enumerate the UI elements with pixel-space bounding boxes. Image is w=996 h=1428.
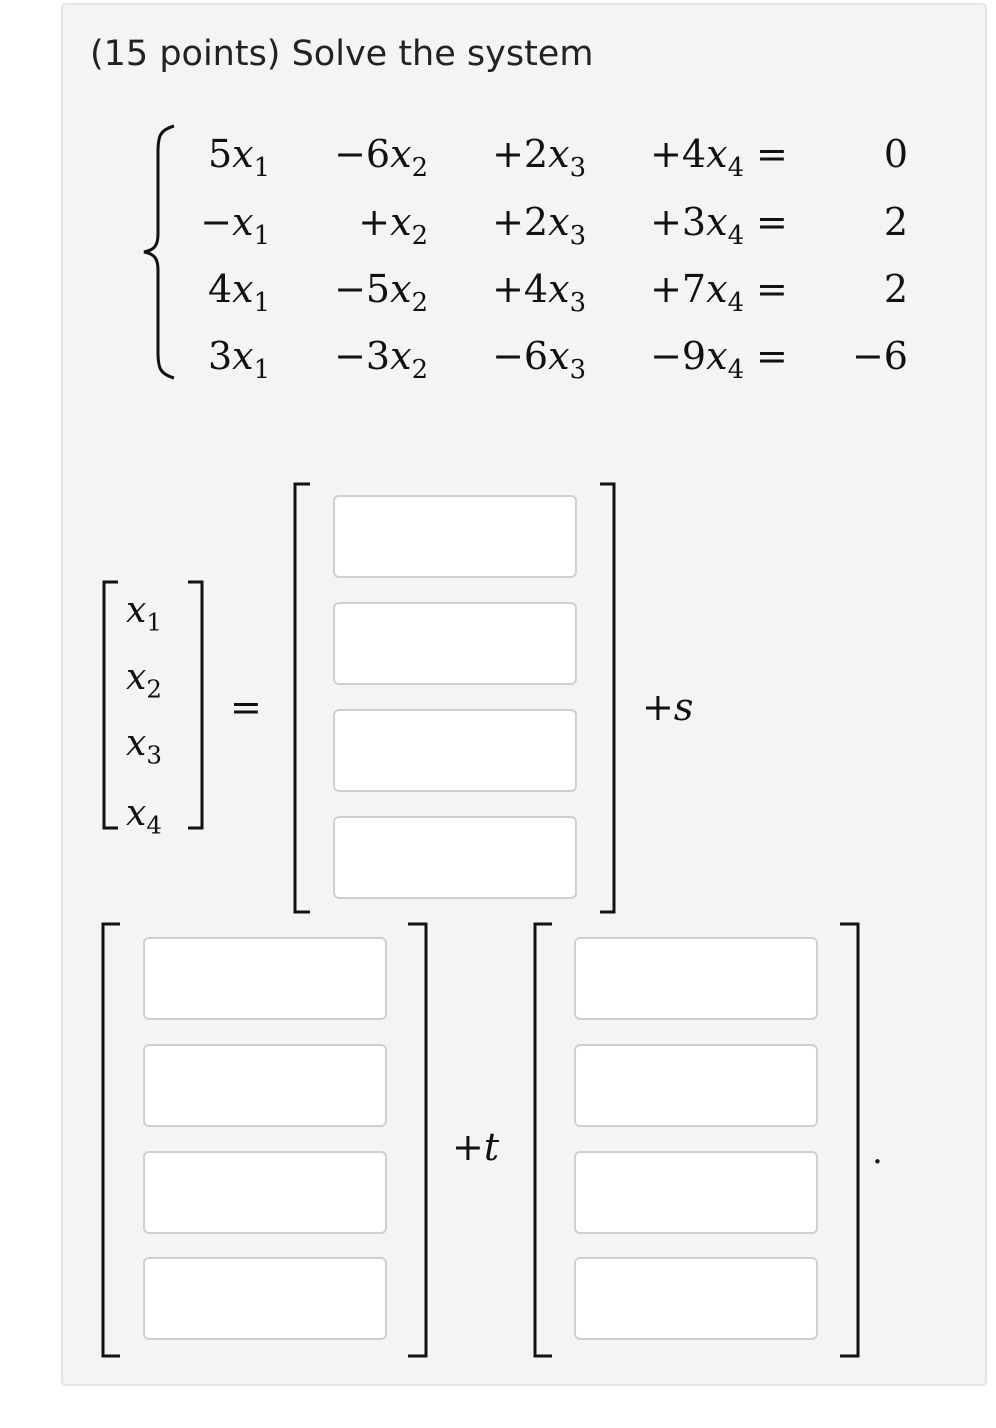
plus-s-term: +s [642,685,694,729]
const-input-4[interactable] [333,816,577,899]
eq4-term-x3: $-6x_3$ [492,334,586,386]
const-input-2[interactable] [333,602,577,685]
eq1-term-x3: $+2x_3$ [492,132,586,184]
eq2-term-x2: $+x_2$ [358,200,428,252]
eq3-term-x3: $+4x_3$ [492,267,586,319]
s-input-3[interactable] [143,1151,387,1234]
end-period: . [872,1132,883,1172]
eq1-equals: = [756,132,788,176]
eq4-term-x2: $-3x_2$ [334,334,428,386]
eq3-term-x2: $-5x_2$ [334,267,428,319]
eq2-equals: = [756,200,788,244]
t-input-2[interactable] [574,1044,818,1127]
eq3-term-x4: $+7x_4$ [650,267,744,319]
lhs-x2: $x_2$ [126,657,162,704]
solution-equals: = [230,685,262,729]
question-title: (15 points) Solve the system [90,34,594,74]
eq1-rhs: 0 [883,132,908,176]
eq3-equals: = [756,267,788,311]
lhs-x1: $x_1$ [126,590,162,637]
eq1-term-x2: $-6x_2$ [334,132,428,184]
s-input-1[interactable] [143,937,387,1020]
lhs-x4: $x_4$ [126,793,162,840]
eq2-term-x4: $+3x_4$ [650,200,744,252]
eq4-term-x4: $-9x_4$ [650,334,744,386]
plus-t-term: +t [452,1125,500,1169]
eq3-rhs: 2 [883,267,908,311]
t-input-4[interactable] [574,1257,818,1340]
eq2-rhs: 2 [883,200,908,244]
const-input-3[interactable] [333,709,577,792]
left-curly-brace [140,122,180,382]
t-input-1[interactable] [574,937,818,1020]
eq1-term-x4: $+4x_4$ [650,132,744,184]
s-input-4[interactable] [143,1257,387,1340]
eq2-term-x1: $-x_1$ [200,200,270,252]
t-input-3[interactable] [574,1151,818,1234]
eq4-term-x1: $3x_1$ [207,334,270,386]
lhs-x3: $x_3$ [126,723,162,770]
eq3-term-x1: $4x_1$ [207,267,270,319]
const-input-1[interactable] [333,495,577,578]
eq2-term-x3: $+2x_3$ [492,200,586,252]
eq4-equals: = [756,334,788,378]
eq4-rhs: −6 [851,334,908,378]
s-input-2[interactable] [143,1044,387,1127]
eq1-term-x1: $5x_1$ [207,132,270,184]
